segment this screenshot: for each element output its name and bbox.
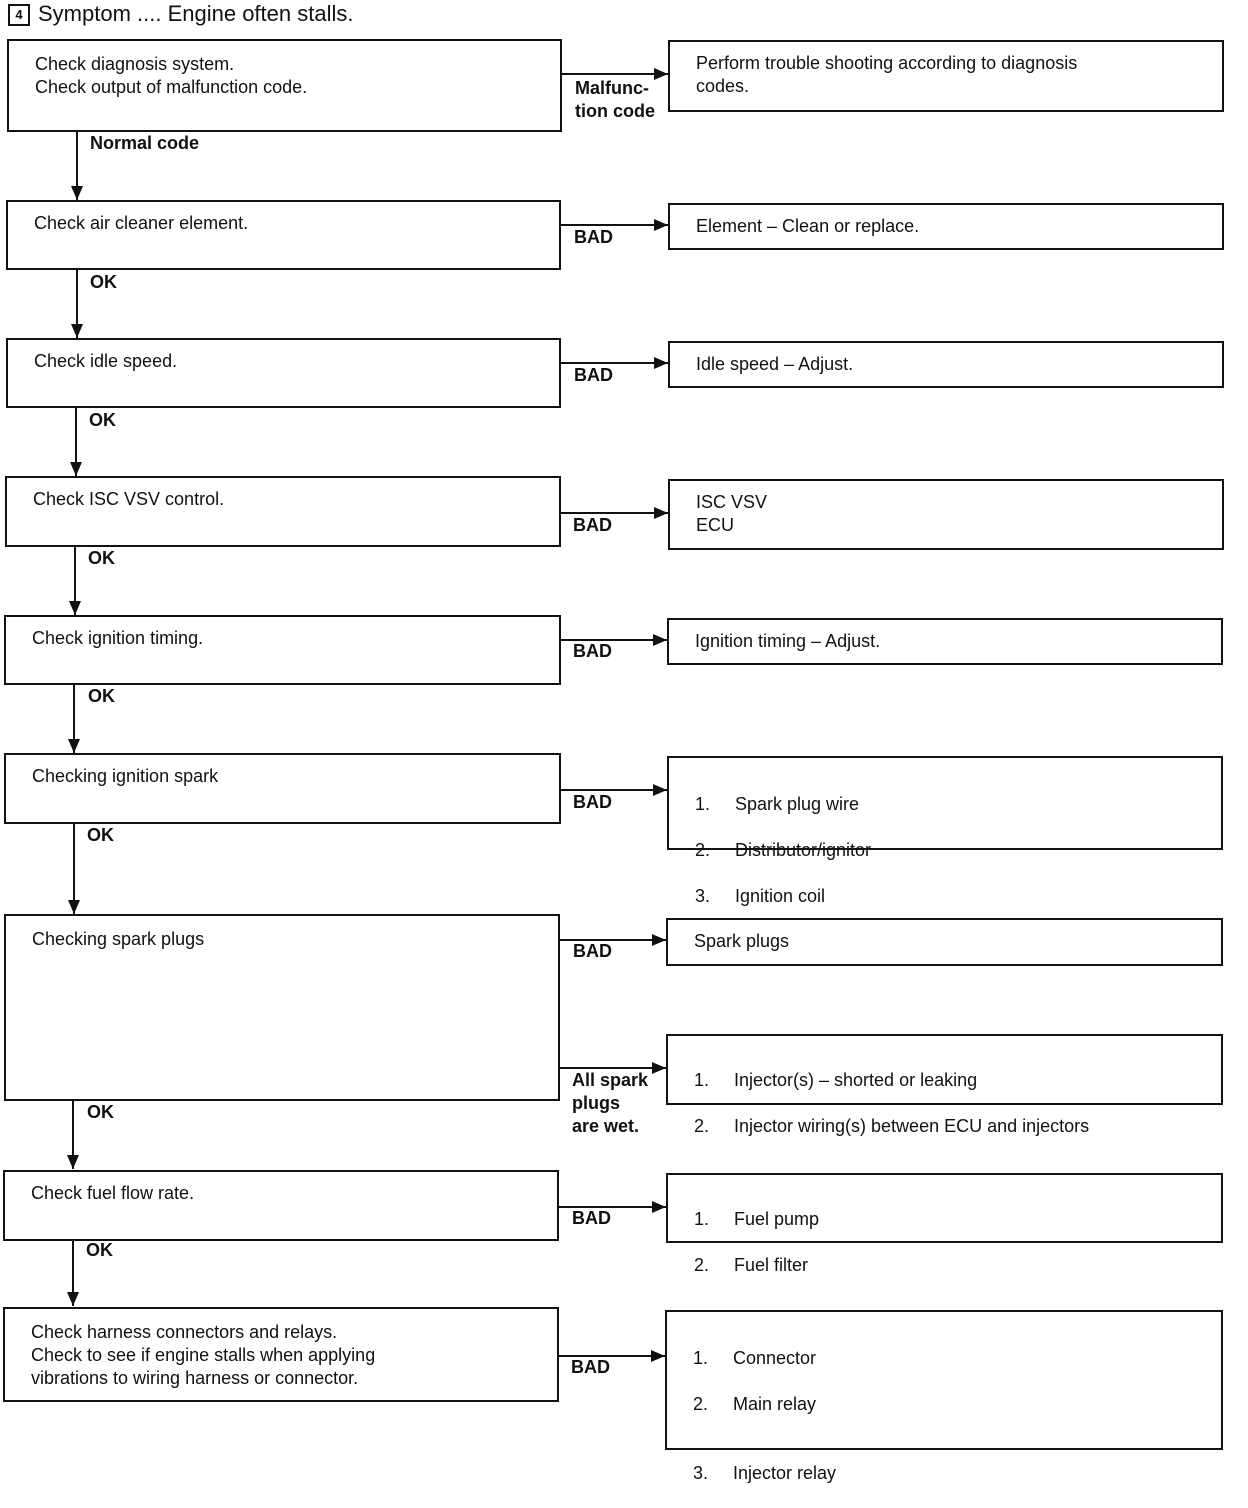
result-injector-list [666, 1034, 1223, 1136]
result-harness-list [665, 1310, 1223, 1483]
result-ignition-timing: Ignition timing – Adjust. [667, 618, 1223, 665]
step-check-diagnosis: Check diagnosis system. Check output of malfunction code. [7, 39, 562, 132]
result-spark-list [667, 756, 1223, 906]
branch-label-bad: BAD [573, 792, 612, 812]
result-spark-plugs: Spark plugs [666, 918, 1223, 966]
list-item: 1. Connector [693, 1348, 817, 1368]
list-item: 3. Injector relay [693, 1463, 837, 1483]
branch-label-ok: OK [88, 548, 115, 568]
list-item: 2. Fuel filter [694, 1255, 809, 1275]
result-fuel-list [666, 1173, 1223, 1275]
branch-label-bad: BAD [574, 227, 613, 247]
branch-label-bad: BAD [573, 515, 612, 535]
branch-label-ok: OK [89, 410, 116, 430]
step-idle-speed: Check idle speed. [6, 338, 561, 408]
list-item: 3. Ignition coil [695, 886, 826, 906]
list-item: 1. Spark plug wire [695, 794, 860, 814]
result-idle-speed: Idle speed – Adjust. [668, 341, 1224, 388]
branch-label-ok: OK [90, 272, 117, 292]
branch-label-bad: BAD [571, 1357, 610, 1377]
result-element: Element – Clean or replace. [668, 203, 1224, 250]
list-item: 1. Fuel pump [694, 1209, 820, 1229]
step-harness-connectors: Check harness connectors and relays. Check to see if engine stalls when applying vibrations to wiring harness or connector. [3, 1307, 559, 1402]
list-item: 2. Distributor/ignitor [695, 840, 872, 860]
branch-label-malfunction: Malfunc- tion code [575, 78, 655, 121]
step-isc-vsv: Check ISC VSV control. [5, 476, 561, 547]
step-spark-plugs: Checking spark plugs [4, 914, 560, 1101]
list-item: 2. Injector wiring(s) between ECU and injectors [694, 1116, 1090, 1136]
symptom-title: Symptom .... Engine often stalls. [38, 1, 354, 26]
branch-label-normal-code: Normal code [90, 133, 200, 153]
branch-label-bad: BAD [574, 365, 613, 385]
section-number: 4 [8, 4, 30, 26]
step-ignition-spark: Checking ignition spark [4, 753, 561, 824]
result-diagnosis-codes: Perform trouble shooting according to diagnosis codes. [668, 40, 1224, 112]
branch-label-plugs-wet: All spark plugs are wet. [572, 1070, 649, 1136]
step-fuel-flow: Check fuel flow rate. [3, 1170, 559, 1241]
list-item: 1. Injector(s) – shorted or leaking [694, 1070, 978, 1090]
branch-label-ok: OK [87, 825, 114, 845]
step-air-cleaner: Check air cleaner element. [6, 200, 561, 270]
branch-label-bad: BAD [573, 641, 612, 661]
result-isc-vsv-ecu: ISC VSV ECU [668, 479, 1224, 550]
branch-label-bad: BAD [572, 1208, 611, 1228]
step-ignition-timing: Check ignition timing. [4, 615, 561, 685]
branch-label-bad: BAD [573, 941, 612, 961]
branch-label-ok: OK [87, 1102, 114, 1122]
list-item: 2. Main relay [693, 1394, 817, 1414]
branch-label-ok: OK [86, 1240, 113, 1260]
branch-label-ok: OK [88, 686, 115, 706]
